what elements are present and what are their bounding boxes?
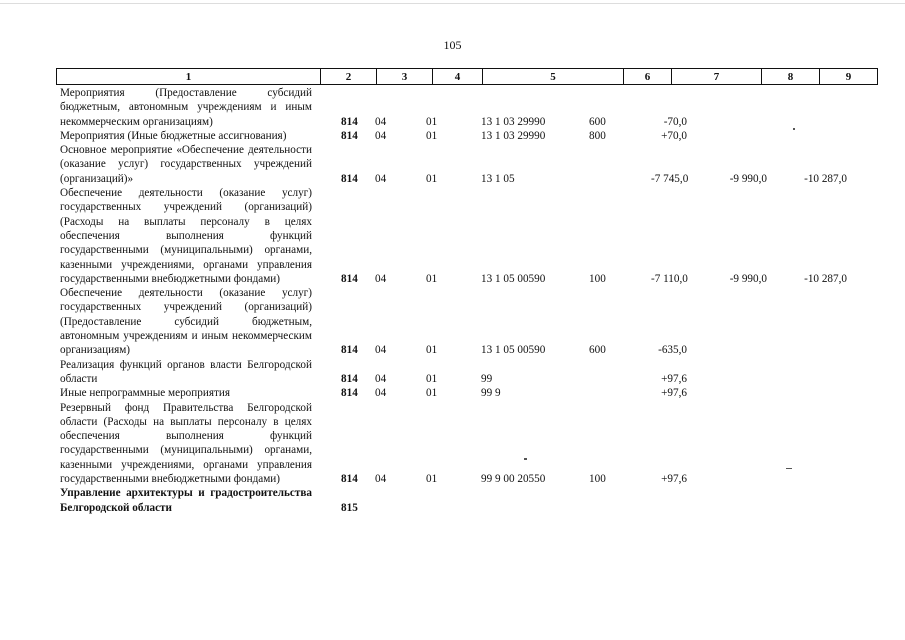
row-amount-1: +97,6 [661,372,687,385]
header-col-1: 1 [57,69,321,84]
row-amount-1: -7 745,0 [651,172,689,185]
row-ministry-code: 814 [341,115,358,128]
row-section: 04 [375,172,387,185]
table-header [56,68,878,85]
row-description: Резервный фонд Правительства Белгородской области (Расходы на выплаты персоналу в целях обеспечения выполнения функций государственными (муниципальными) органами, казенными учреждениями, органами управления государственными внебюджетными фондами) [60,401,312,486]
row-description: Обеспечение деятельности (оказание услуг) государственных учреждений (организаций) (Расходы на выплаты персоналу в целях обеспечения выполнения функций государственными (муниципальными) органами, казенными учреждениями, органами управления государственными внебюджетными фондами) [60,187,312,285]
row-description: Обеспечение деятельности (оказание услуг) государственных учреждений (организаций) (Предоставление субсидий бюджетным, автономным учреждениям и иным некоммерческим организациям) [60,287,312,357]
scan-speck [524,458,527,460]
row-subsection: 01 [426,115,438,128]
row-subsection: 01 [426,473,438,486]
row-expense-type: 100 [589,272,606,285]
table-row [60,86,878,129]
row-expense-type: 600 [589,344,606,357]
row-ministry-code: 814 [341,344,358,357]
header-col-8: 8 [762,69,820,84]
row-amount-3: -10 287,0 [804,172,847,185]
row-subsection: 01 [426,344,438,357]
row-description: Основное мероприятие «Обеспечение деятельности (оказание услуг) государственных учреждений (организаций)» [60,144,312,185]
table-row [60,286,878,357]
row-amount-1: +70,0 [661,129,687,142]
row-subsection: 01 [426,387,438,400]
header-col-3: 3 [377,69,433,84]
row-description: Управление архитектуры и градостроительства Белгородской области [60,487,312,514]
table-row [60,143,878,186]
row-description: Мероприятия (Иные бюджетные ассигнования) [60,129,287,142]
row-section: 04 [375,115,387,128]
row-expense-type: 800 [589,129,606,142]
row-ministry-code: 814 [341,473,358,486]
row-ministry-code: 814 [341,387,358,400]
header-col-7: 7 [672,69,762,84]
scan-edge-line [0,3,905,4]
row-description: Реализация функций органов власти Белгородской области [60,358,312,385]
row-target-item: 13 1 05 00590 [481,272,546,285]
table-row [60,386,878,400]
row-subsection: 01 [426,129,438,142]
row-section: 04 [375,387,387,400]
row-amount-2: -9 990,0 [729,272,767,285]
row-section: 04 [375,272,387,285]
row-section: 04 [375,372,387,385]
row-section: 04 [375,129,387,142]
table-row [60,358,878,387]
row-description: Иные непрограммные мероприятия [60,387,231,400]
table-row [60,401,878,487]
row-target-item: 13 1 05 00590 [481,344,546,357]
row-amount-3: -10 287,0 [804,272,847,285]
row-target-item: 13 1 03 29990 [481,129,546,142]
table-row [60,129,878,143]
row-target-item: 99 9 00 20550 [481,473,546,486]
table-body [60,86,878,515]
header-col-4: 4 [433,69,483,84]
row-amount-1: +97,6 [661,387,687,400]
row-target-item: 99 9 [481,387,501,400]
row-subsection: 01 [426,172,438,185]
table-row [60,186,878,286]
row-amount-1: -70,0 [663,115,687,128]
scan-speck [786,468,792,469]
row-target-item: 13 1 03 29990 [481,115,546,128]
row-section: 04 [375,473,387,486]
row-ministry-code: 814 [341,372,358,385]
row-section: 04 [375,344,387,357]
row-amount-1: -635,0 [658,344,687,357]
row-subsection: 01 [426,372,438,385]
header-col-5: 5 [483,69,624,84]
header-col-6: 6 [624,69,672,84]
row-description: Мероприятия (Предоставление субсидий бюджетным, автономным учреждениям и иным некоммерческим организациям) [60,87,312,128]
row-ministry-code: 814 [341,272,358,285]
row-target-item: 13 1 05 [481,172,515,185]
row-subsection: 01 [426,272,438,285]
row-expense-type: 600 [589,115,606,128]
page-number: 105 [443,38,462,52]
row-amount-1: +97,6 [661,473,687,486]
table-row [60,486,878,515]
scan-speck [793,128,795,130]
row-expense-type: 100 [589,473,606,486]
header-col-9: 9 [845,70,852,83]
row-amount-2: -9 990,0 [729,172,767,185]
row-amount-1: -7 110,0 [651,272,688,285]
row-ministry-code: 815 [341,501,358,514]
row-target-item: 99 [481,372,493,385]
row-ministry-code: 814 [341,172,358,185]
row-ministry-code: 814 [341,129,358,142]
header-col-2: 2 [321,69,377,84]
